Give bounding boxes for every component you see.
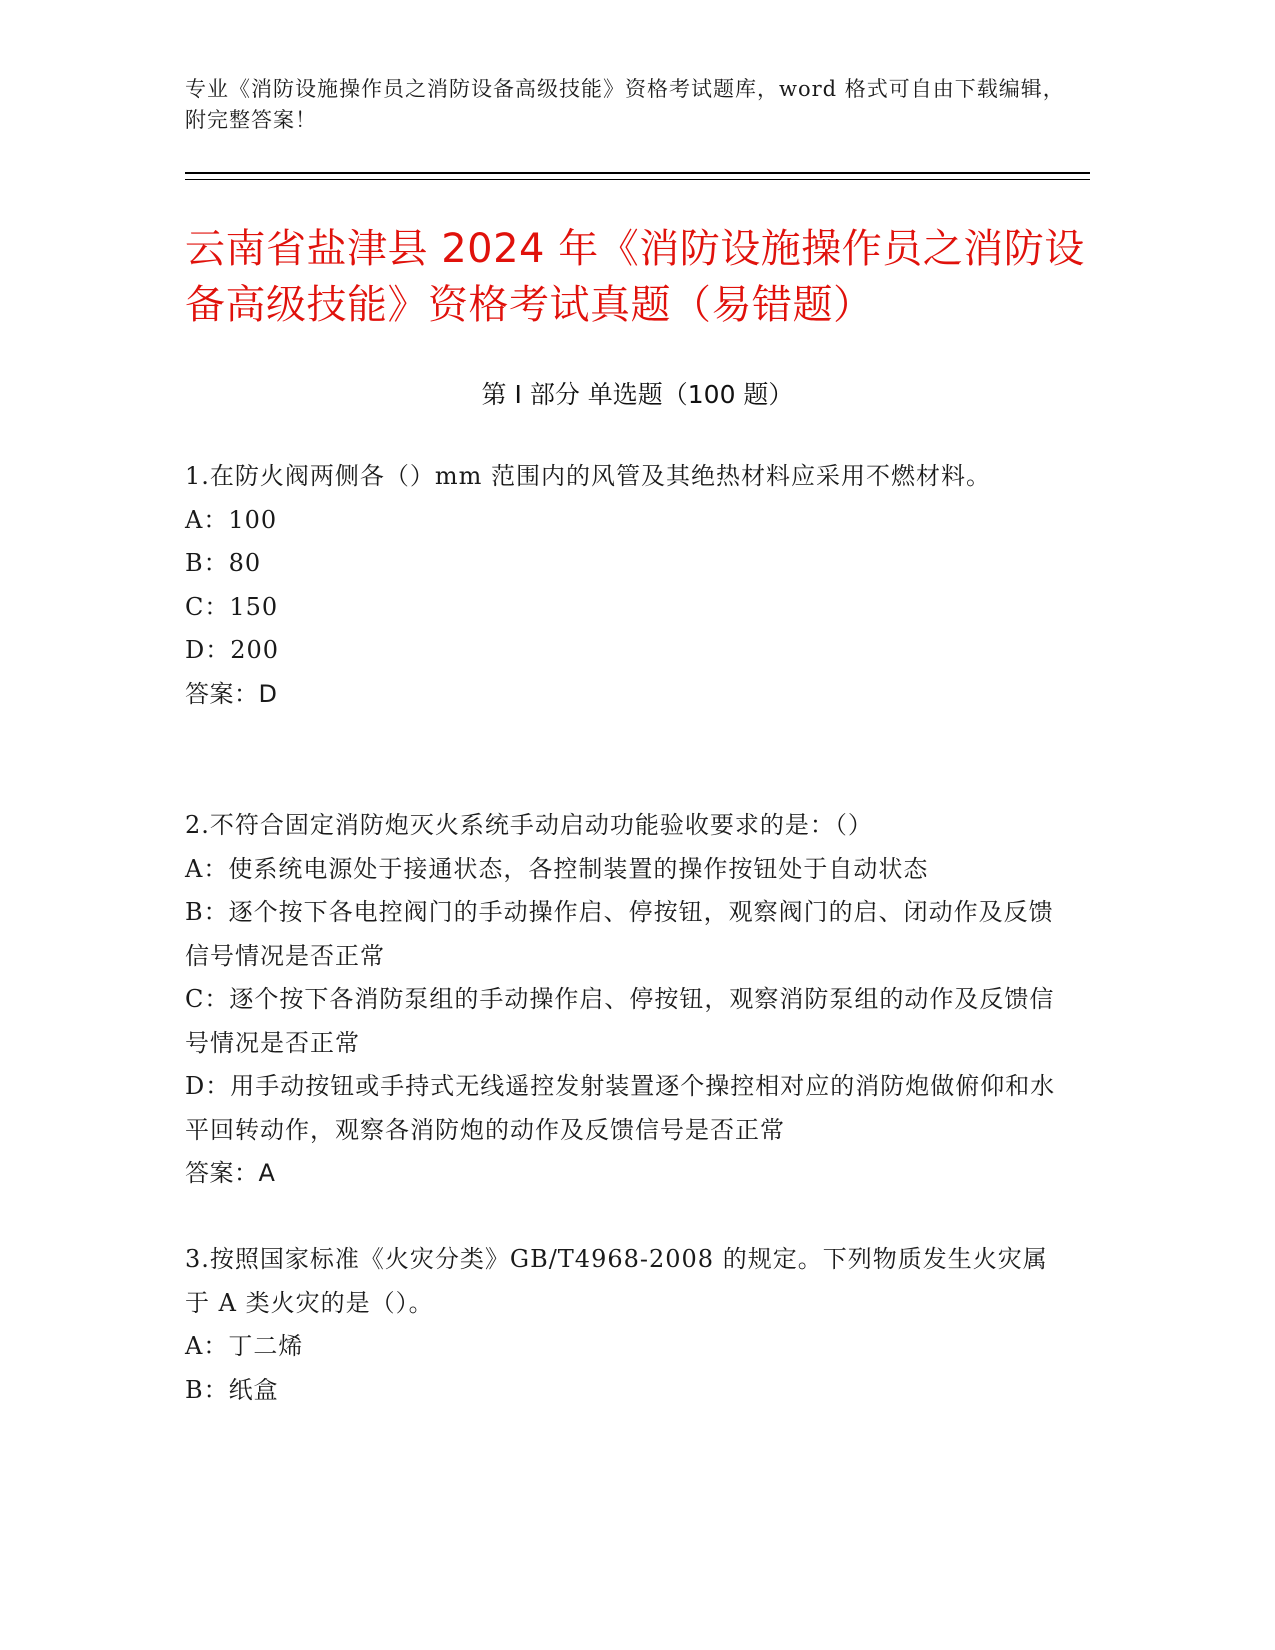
section-title: 第 I 部分 单选题（100 题） [481,380,794,409]
header-note: 专业《消防设施操作员之消防设备高级技能》资格考试题库，word 格式可自由下载编辑，附完整答案！ [185,77,1065,132]
header-divider-thin [185,179,1090,180]
question-2 [185,804,1065,1196]
question-3 [185,1238,1065,1412]
option-b: B：80 [185,549,262,577]
header-divider-thick [185,172,1090,174]
question-1 [185,455,1065,716]
option-a: A：100 [185,505,278,534]
option-d: D：用手动按钮或手持式无线遥控发射装置逐个操控相对应的消防炮做俯仰和水平回转动作，观察各消防炮的动作及反馈信号是否正常 [185,1072,1056,1144]
question-stem: 2.不符合固定消防炮灭火系统手动启动功能验收要求的是：（） [185,811,873,839]
answer-line: 答案：A [185,1159,276,1187]
option-d: D：200 [185,636,280,664]
option-a: A：使系统电源处于接通状态，各控制装置的操作按钮处于自动状态 [185,854,929,883]
answer-line: 答案：D [185,679,278,708]
option-b: B：纸盒 [185,1375,279,1404]
document-title: 云南省盐津县 2024 年《消防设施操作员之消防设备高级技能》资格考试真题（易错题） [185,226,1085,328]
question-stem: 3.按照国家标准《火灾分类》GB/T4968-2008 的规定。下列物质发生火灾属于 A 类火灾的是（）。 [185,1245,1048,1317]
question-stem: 1.在防火阀两侧各（）mm 范围内的风管及其绝热材料应采用不燃材料。 [185,462,992,490]
option-b: B：逐个按下各电控阀门的手动操作启、停按钮，观察阀门的启、闭动作及反馈信号情况是否正常 [185,898,1054,970]
option-c: C：逐个按下各消防泵组的手动操作启、停按钮，观察消防泵组的动作及反馈信号情况是否正常 [185,985,1055,1057]
option-a: A：丁二烯 [185,1332,304,1360]
option-c: C：150 [185,592,279,621]
